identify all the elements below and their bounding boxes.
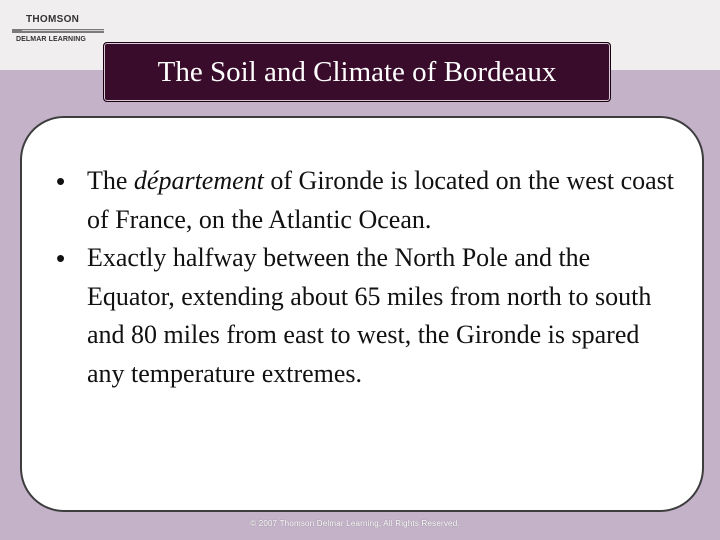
bullet-icon: • [56, 166, 66, 196]
publisher-logo [8, 14, 104, 50]
bullet-item [56, 239, 676, 393]
logo-thomson-text: THOMSON [26, 14, 80, 25]
logo-delmar-text: DELMAR LEARNING [16, 36, 86, 43]
slide-title: The Soil and Climate of Bordeaux [157, 55, 557, 88]
logo-divider-line [12, 29, 104, 33]
bullet-text: Exactly halfway between the North Pole and the Equator, extending about 65 miles from north to south and 80 miles from east to west, the Gironde is spared any temperature extremes. [87, 243, 652, 388]
copyright-footer: © 2007 Thomson Delmar Learning, All Rights Reserved. [250, 519, 460, 528]
bullet-icon: • [56, 243, 66, 273]
bullet-item [56, 162, 676, 239]
bullet-list [56, 162, 676, 393]
bullet-text-suffix: of Gironde is located on the west coast of France, on the Atlantic Ocean. [87, 166, 674, 234]
bullet-text-prefix: The [87, 166, 134, 195]
slide-title-box [103, 42, 611, 102]
bullet-text-emphasis: département [133, 166, 264, 195]
